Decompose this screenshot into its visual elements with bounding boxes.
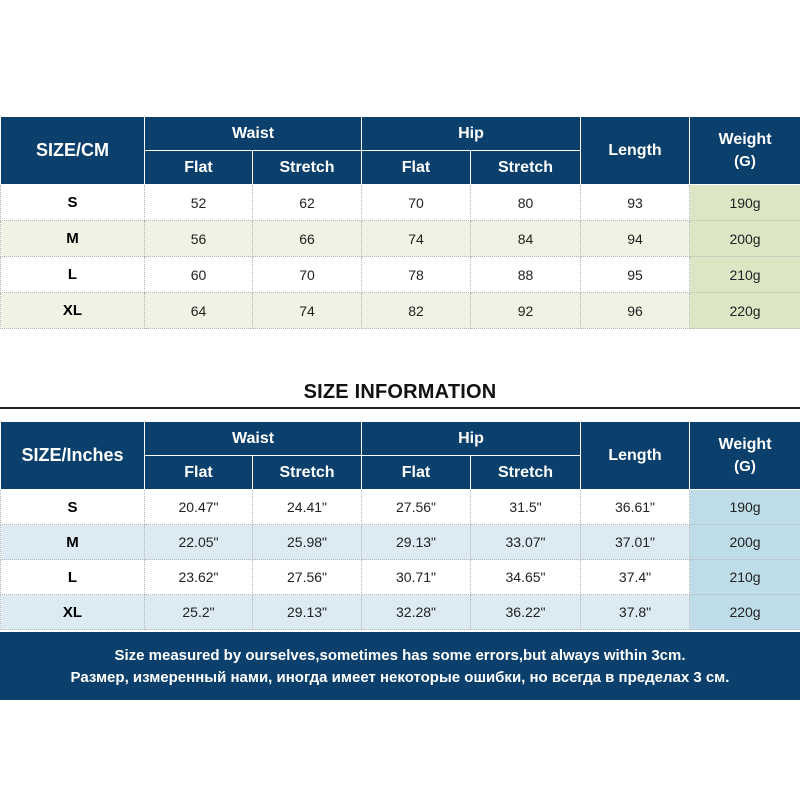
hip-flat-cell: 30.71" [362,560,471,595]
waist-stretch-header: Stretch [253,151,362,185]
weight-cell: 220g [690,293,800,329]
hip-flat-cell: 32.28" [362,595,471,630]
length-cell: 37.8" [581,595,690,630]
weight-cell: 210g [690,257,800,293]
waist-header: Waist [145,117,362,151]
table-row [1,185,800,221]
length-header: Length [581,422,690,490]
weight-unit: (G) [734,153,756,170]
hip-flat-cell: 29.13" [362,525,471,560]
size-cell: M [1,221,145,257]
size-cm-header: SIZE/CM [1,117,145,185]
size-cell: XL [1,595,145,630]
hip-header: Hip [362,422,581,456]
length-cell: 95 [581,257,690,293]
size-cell: XL [1,293,145,329]
hip-stretch-cell: 31.5" [471,490,581,525]
hip-stretch-cell: 80 [471,185,581,221]
note-english: Size measured by ourselves,sometimes has some errors,but always within 3cm. [114,647,686,664]
page-title: SIZE INFORMATION [303,381,497,403]
table-row [1,560,800,595]
weight-cell: 210g [690,560,800,595]
table-row [1,293,800,329]
waist-stretch-cell: 74 [253,293,362,329]
weight-cell: 200g [690,221,800,257]
waist-header: Waist [145,422,362,456]
waist-flat-header: Flat [145,151,253,185]
hip-stretch-cell: 84 [471,221,581,257]
waist-flat-cell: 60 [145,257,253,293]
measurement-note [0,632,800,700]
hip-stretch-header: Stretch [471,151,581,185]
hip-stretch-cell: 88 [471,257,581,293]
hip-stretch-cell: 36.22" [471,595,581,630]
hip-flat-header: Flat [362,151,471,185]
hip-stretch-cell: 34.65" [471,560,581,595]
length-cell: 37.01" [581,525,690,560]
waist-flat-cell: 20.47" [145,490,253,525]
weight-cell: 220g [690,595,800,630]
weight-cell: 190g [690,185,800,221]
table-row [1,525,800,560]
waist-stretch-cell: 70 [253,257,362,293]
hip-flat-cell: 70 [362,185,471,221]
waist-flat-cell: 64 [145,293,253,329]
length-cell: 94 [581,221,690,257]
length-header: Length [581,117,690,185]
waist-flat-cell: 56 [145,221,253,257]
waist-flat-cell: 22.05" [145,525,253,560]
waist-stretch-cell: 62 [253,185,362,221]
table-row [1,221,800,257]
waist-stretch-header: Stretch [253,456,362,490]
size-cell: M [1,525,145,560]
size-table-inches [0,421,800,630]
hip-stretch-cell: 33.07" [471,525,581,560]
waist-stretch-cell: 24.41" [253,490,362,525]
waist-stretch-cell: 27.56" [253,560,362,595]
waist-flat-header: Flat [145,456,253,490]
weight-header [690,117,800,185]
hip-header: Hip [362,117,581,151]
weight-label: Weight [718,436,772,453]
size-cell: L [1,560,145,595]
hip-flat-header: Flat [362,456,471,490]
weight-cell: 190g [690,490,800,525]
length-cell: 36.61" [581,490,690,525]
waist-flat-cell: 25.2" [145,595,253,630]
hip-flat-cell: 27.56" [362,490,471,525]
weight-label: Weight [718,131,772,148]
length-cell: 37.4" [581,560,690,595]
waist-flat-cell: 52 [145,185,253,221]
size-inches-header: SIZE/Inches [1,422,145,490]
size-cell: L [1,257,145,293]
hip-flat-cell: 78 [362,257,471,293]
waist-stretch-cell: 25.98" [253,525,362,560]
length-cell: 93 [581,185,690,221]
hip-stretch-header: Stretch [471,456,581,490]
weight-header [690,422,800,490]
title-divider [0,407,800,409]
length-cell: 96 [581,293,690,329]
size-cell: S [1,185,145,221]
weight-unit: (G) [734,458,756,475]
table-row [1,490,800,525]
hip-flat-cell: 74 [362,221,471,257]
hip-flat-cell: 82 [362,293,471,329]
hip-stretch-cell: 92 [471,293,581,329]
weight-cell: 200g [690,525,800,560]
waist-stretch-cell: 29.13" [253,595,362,630]
waist-stretch-cell: 66 [253,221,362,257]
size-cell: S [1,490,145,525]
note-russian: Размер, измеренный нами, иногда имеет некоторые ошибки, но всегда в пределах 3 см. [70,669,730,686]
table-row [1,257,800,293]
waist-flat-cell: 23.62" [145,560,253,595]
size-table-cm [0,116,800,329]
table-row [1,595,800,630]
